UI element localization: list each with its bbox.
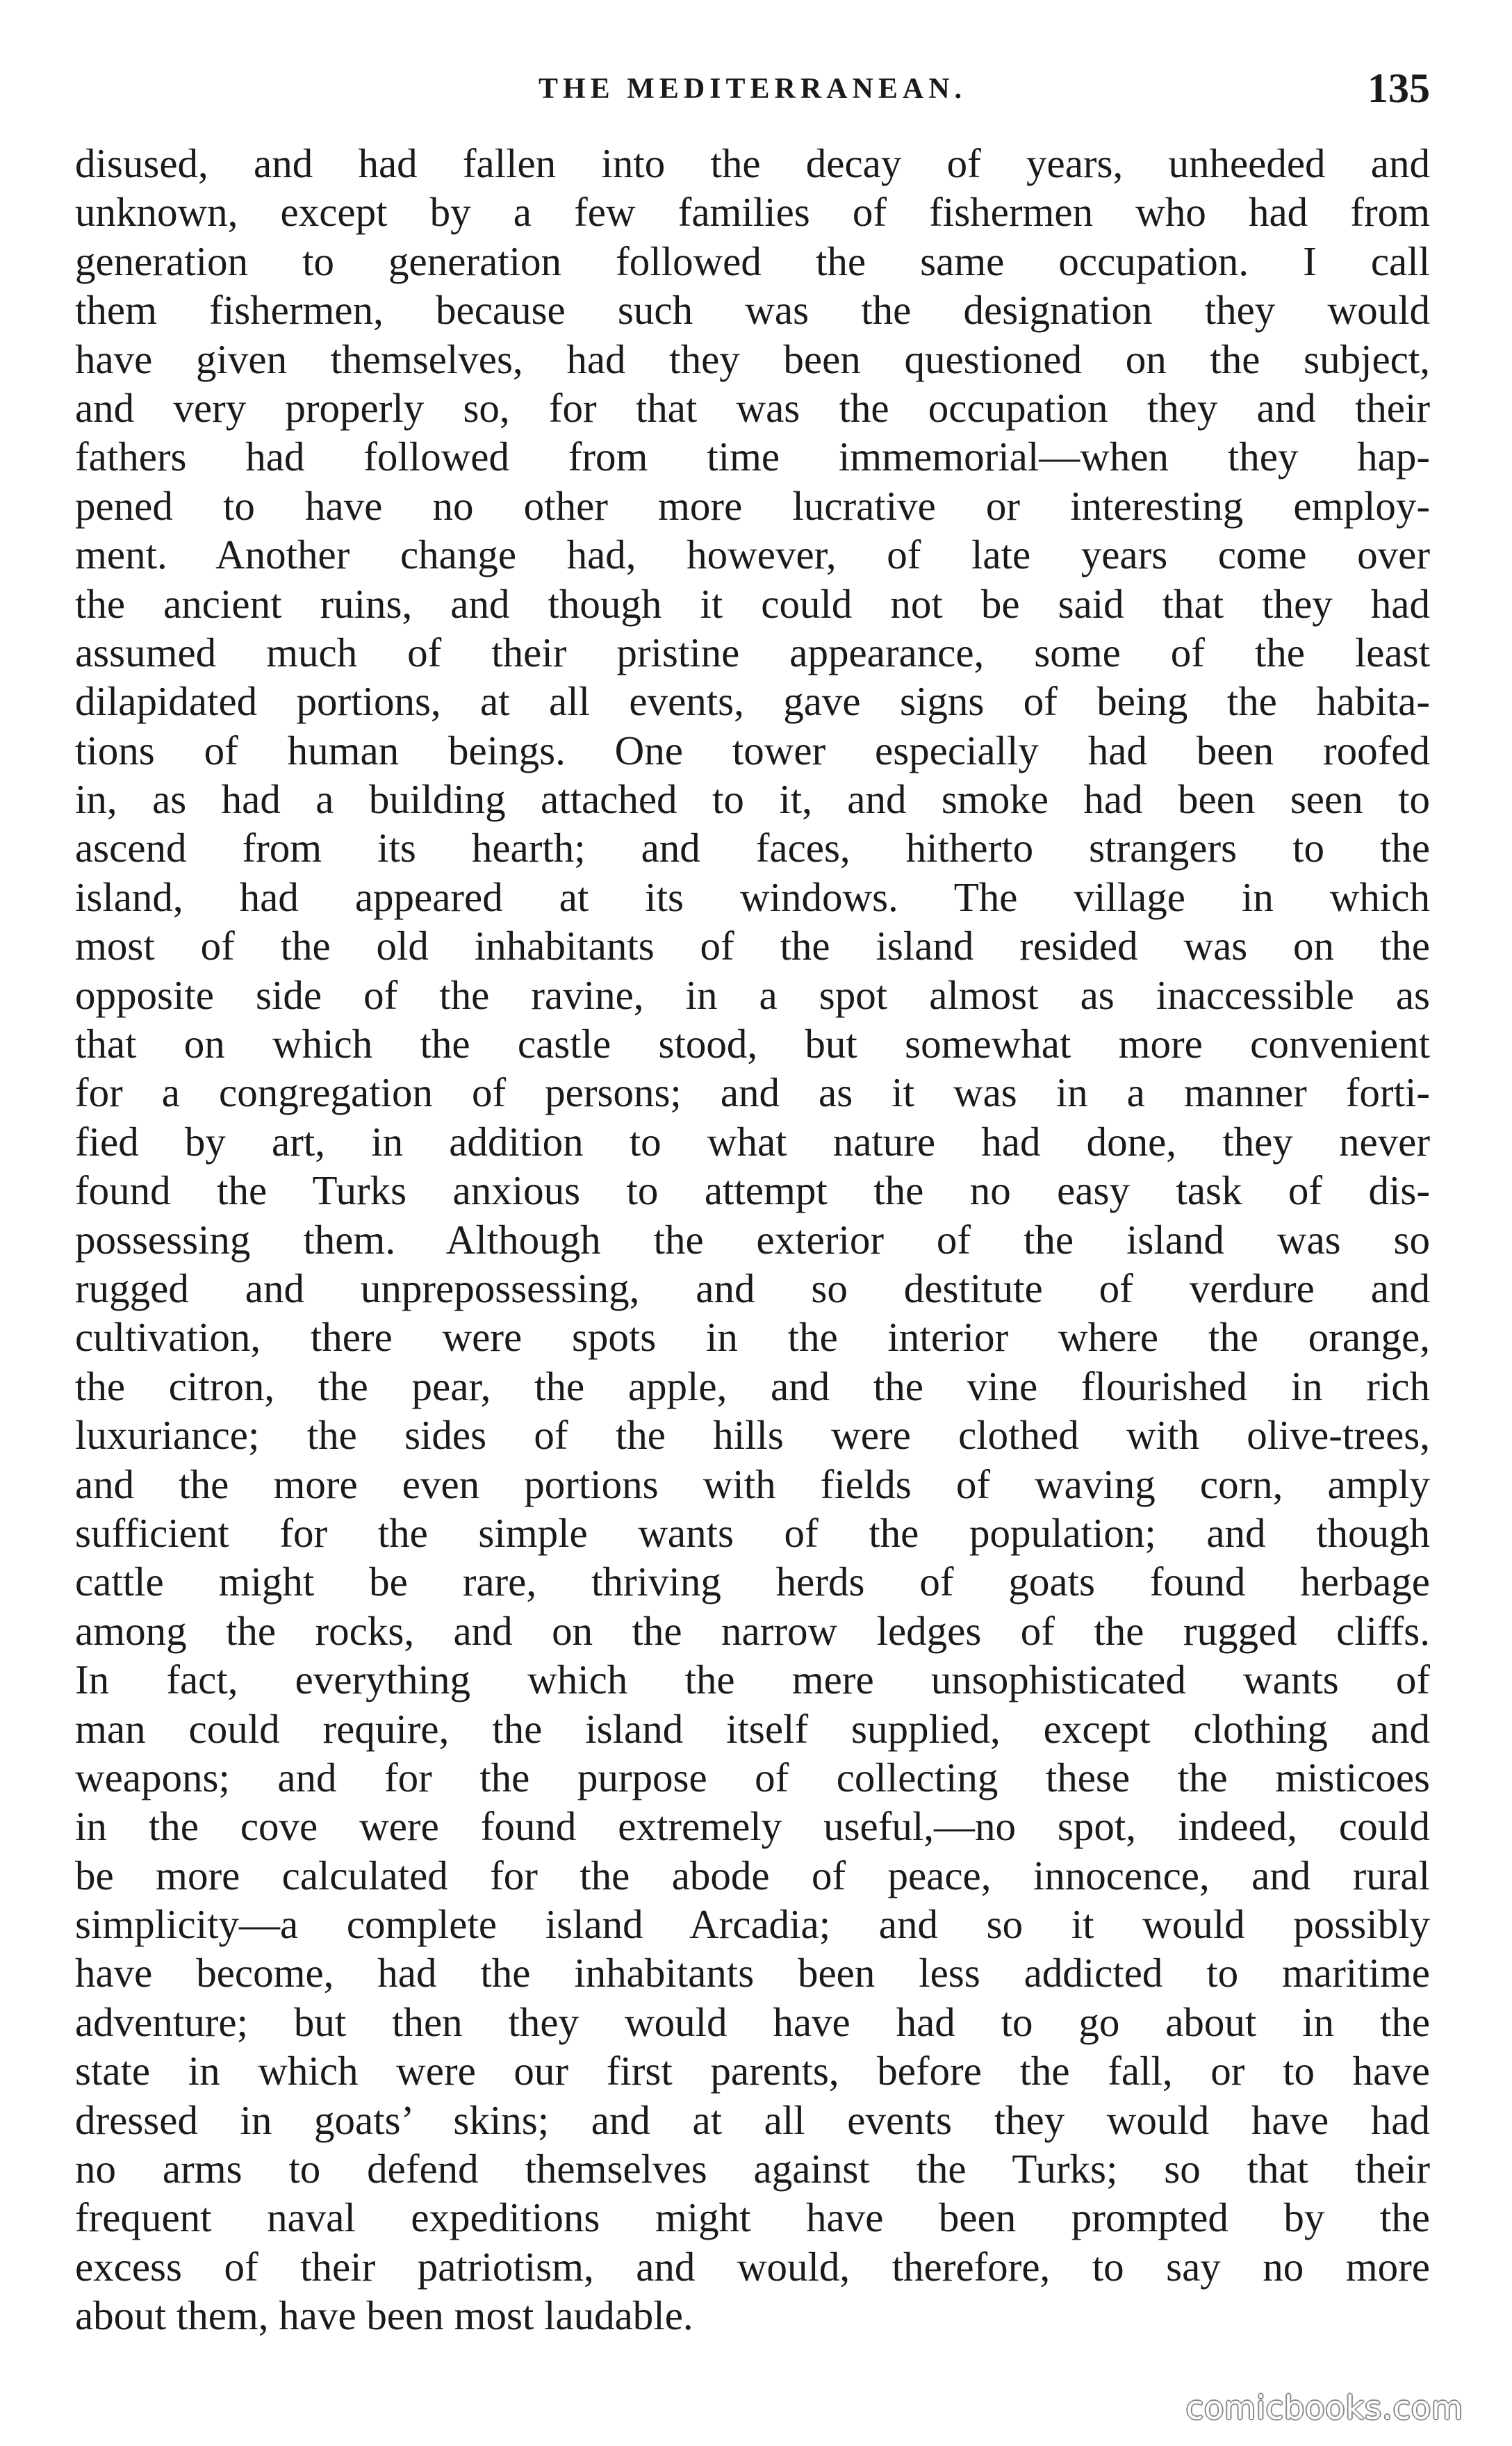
text-line: In fact, everything which the mere unsophisticated wants of: [75, 1657, 1430, 1703]
running-title: THE MEDITERRANEAN.: [538, 73, 967, 105]
text-line: man could require, the island itself supplied, except clothing and: [75, 1705, 1430, 1752]
text-line: adventure; but then they would have had to go about in the: [75, 1998, 1430, 2045]
text-line: cattle might be rare, thriving herds of goats found herbage: [75, 1559, 1430, 1605]
text-line: for a congregation of persons; and as it was in a manner forti-: [75, 1069, 1430, 1116]
text-line: the ancient ruins, and though it could not be said that they had: [75, 580, 1430, 627]
text-line: tions of human beings. One tower especially had been roofed: [75, 727, 1430, 773]
text-line: ascend from its hearth; and faces, hitherto strangers to the: [75, 825, 1430, 871]
text-line: fathers had followed from time immemorial—when they hap-: [75, 434, 1430, 480]
text-line: most of the old inhabitants of the island resided was on the: [75, 923, 1430, 969]
text-line: have given themselves, had they been questioned on the subject,: [75, 336, 1430, 382]
text-line: assumed much of their pristine appearance, some of the least: [75, 629, 1430, 675]
text-line: cultivation, there were spots in the interior where the orange,: [75, 1314, 1430, 1361]
text-line: island, had appeared at its windows. The village in which: [75, 873, 1430, 920]
text-line: pened to have no other more lucrative or interesting employ-: [75, 482, 1430, 529]
text-line: about them, have been most laudable.: [75, 2292, 693, 2339]
text-line: ment. Another change had, however, of late years come over: [75, 532, 1430, 578]
text-line: have become, had the inhabitants been less addicted to maritime: [75, 1950, 1430, 1996]
text-line: in the cove were found extremely useful,—no spot, indeed, could: [75, 1803, 1430, 1850]
page-header: [75, 65, 1430, 124]
text-line: and the more even portions with fields of waving corn, amply: [75, 1461, 1430, 1507]
text-line: sufficient for the simple wants of the population; and though: [75, 1509, 1430, 1556]
text-line: unknown, except by a few families of fishermen who had from: [75, 189, 1430, 236]
text-line: frequent naval expeditions might have been prompted by the: [75, 2194, 1430, 2241]
text-line: simplicity—a complete island Arcadia; and so it would possibly: [75, 1901, 1430, 1948]
text-line: rugged and unprepossessing, and so destitute of verdure and: [75, 1265, 1430, 1311]
watermark: comicbooks.com: [1185, 2389, 1463, 2427]
text-line: disused, and had fallen into the decay of years, unheeded and: [75, 140, 1430, 186]
text-line: state in which were our first parents, before the fall, or to have: [75, 2048, 1430, 2094]
text-line: excess of their patriotism, and would, therefore, to say no more: [75, 2243, 1430, 2290]
text-line: possessing them. Although the exterior of the island was so: [75, 1216, 1430, 1263]
text-line: in, as had a building attached to it, and smoke had been seen to: [75, 776, 1430, 823]
text-line: fied by art, in addition to what nature had done, they never: [75, 1118, 1430, 1165]
text-line: be more calculated for the abode of peace, innocence, and rural: [75, 1852, 1430, 1898]
text-line: no arms to defend themselves against the Turks; so that their: [75, 2146, 1430, 2192]
text-line: them fishermen, because such was the designation they would: [75, 287, 1430, 334]
text-line: dressed in goats’ skins; and at all events they would have had: [75, 2096, 1430, 2143]
text-line: opposite side of the ravine, in a spot almost as inaccessible as: [75, 971, 1430, 1018]
text-line: generation to generation followed the same occupation. I call: [75, 238, 1430, 284]
body-text: [75, 139, 1430, 2340]
text-line: that on which the castle stood, but somewhat more convenient: [75, 1021, 1430, 1067]
page-number: 135: [1367, 65, 1430, 111]
text-line: among the rocks, and on the narrow ledges of the rugged cliffs.: [75, 1607, 1430, 1654]
text-line: dilapidated portions, at all events, gave signs of being the habita-: [75, 678, 1430, 725]
text-line: the citron, the pear, the apple, and the vine flourished in rich: [75, 1363, 1430, 1409]
text-line: weapons; and for the purpose of collecting these the misticoes: [75, 1754, 1430, 1800]
text-line: and very properly so, for that was the occupation they and their: [75, 384, 1430, 431]
text-line: luxuriance; the sides of the hills were clothed with olive-trees,: [75, 1412, 1430, 1459]
text-line: found the Turks anxious to attempt the no easy task of dis-: [75, 1167, 1430, 1214]
